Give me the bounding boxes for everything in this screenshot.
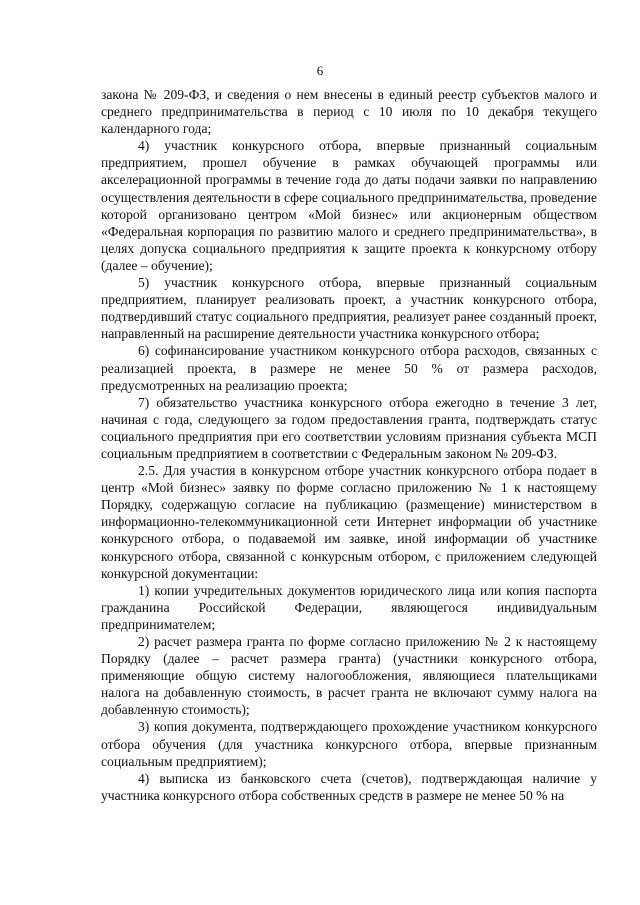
paragraph-doc-item-1: 1) копии учредительных документов юридического лица или копия паспорта гражданина Российской Федерации, являющегося индивидуальным предпринимателем;: [101, 582, 597, 632]
page-number: 6: [316, 63, 324, 78]
paragraph-doc-item-2: 2) расчет размера гранта по форме согласно приложению № 2 к настоящему Порядку (далее – расчет размера гранта) (участники конкурсного отбора, применяющие общую систему налогообложения, являющиеся плательщиками налога на добавленную стоимость, в расчет гранта не включают сумму налога на добавленную стоимость);: [101, 634, 597, 718]
paragraph-item-5: 5) участник конкурсного отбора, впервые признанный социальным предприятием, планирует реализовать проект, а участник конкурсного отбора, подтвердивший статус социального предприятия, реализует ранее созданный проект, направленный на расширение деятельности участника конкурсного отбора;: [101, 275, 597, 342]
paragraph-doc-item-4: 4) выписка из банковского счета (счетов), подтверждающая наличие у участника конкурсного отбора собственных средств в размере не менее 50 % на: [101, 770, 597, 803]
paragraph-continuation: закона № 209-ФЗ, и сведения о нем внесены в единый реестр субъектов малого и среднего предпринимательства в период с 10 июля по 10 декабря текущего календарного года;: [101, 87, 597, 137]
paragraph-item-4: 4) участник конкурсного отбора, впервые признанный социальным предприятием, прошел обучение в рамках обучающей программы или акселерационной программы в течение года до даты подачи заявки по направлению осуществления деятельности в сфере социального предпринимательства, проведение которой организовано центром «Мой бизнес» или акционерным обществом «Федеральная корпорация по развитию малого и среднего предпринимательства», в целях допуска социального предприятия к защите проекта к конкурсному отбору (далее – обучение);: [101, 138, 597, 273]
paragraph-item-6: 6) софинансирование участником конкурсного отбора расходов, связанных с реализацией проекта, в размере не менее 50 % от размера расходов, предусмотренных на реализацию проекта;: [101, 343, 597, 393]
paragraph-item-7: 7) обязательство участника конкурсного отбора ежегодно в течение 3 лет, начиная с года, следующего за годом предоставления гранта, подтверждать статус социального предприятия при его соответствии условиям признания субъекта МСП социальным предприятием в соответствии с Федеральным законом № 209-ФЗ.: [101, 394, 597, 461]
document-body: [101, 86, 597, 804]
paragraph-section-2-5: 2.5. Для участия в конкурсном отборе участник конкурсного отбора подает в центр «Мой бизнес» заявку по форме согласно приложению № 1 к настоящему Порядку, содержащую согласие на публикацию (размещение) министерством в информационно-телекоммуникационной сети Интернет информации об участнике конкурсного отбора, о подаваемой им заявке, иной информации об участнике конкурсного отбора, связанной с конкурсным отбором, с приложением следующей конкурсной документации:: [101, 463, 597, 581]
paragraph-doc-item-3: 3) копия документа, подтверждающего прохождение участником конкурсного отбора обучения (для участника конкурсного отбора, впервые признанным социальным предприятием);: [101, 719, 597, 769]
